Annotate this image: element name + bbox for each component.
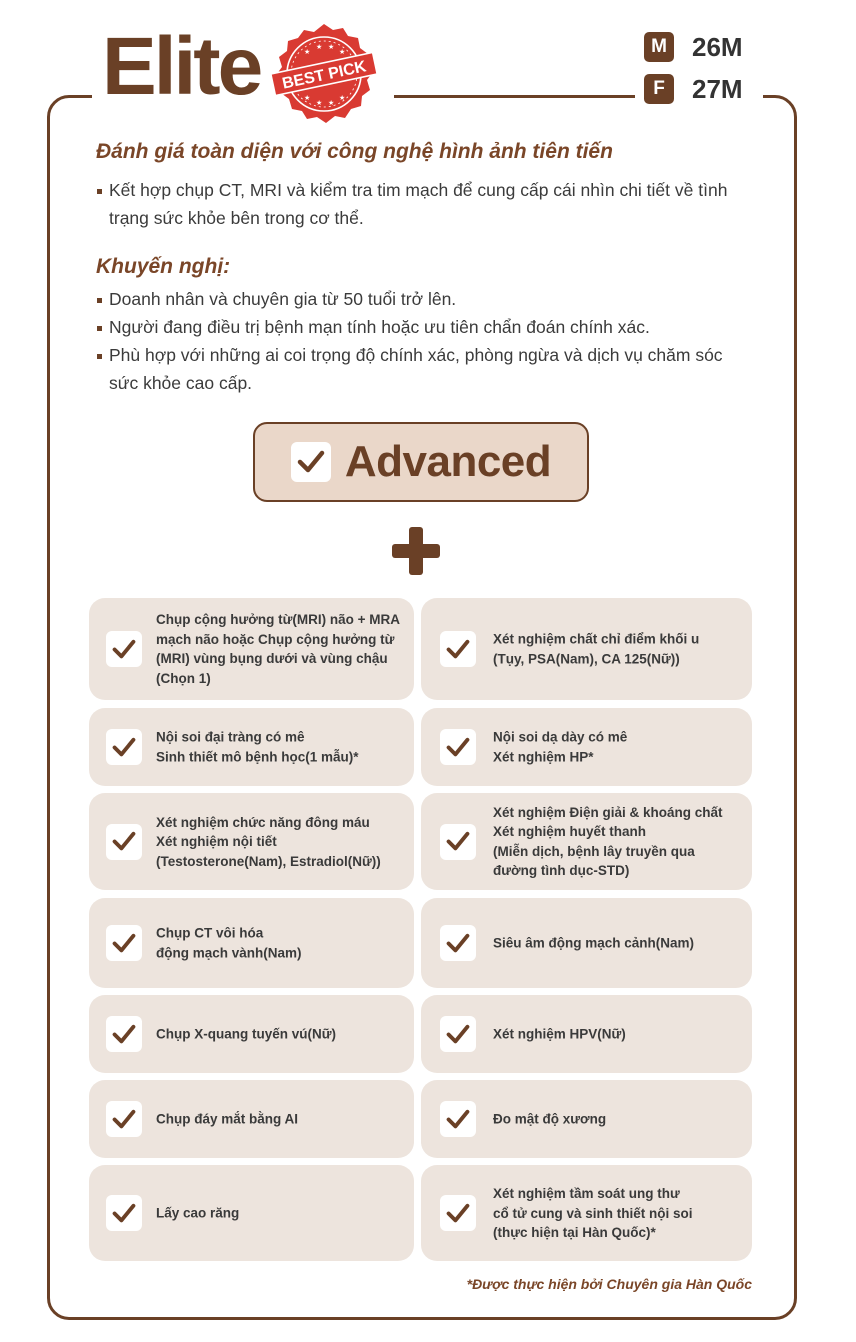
test-item-label: Xét nghiệm HPV(Nữ): [493, 1026, 626, 1042]
test-item-label: Lấy cao răng: [156, 1205, 240, 1221]
star-icon: ★: [304, 48, 311, 56]
test-item-card: [89, 793, 414, 890]
test-item-label: Xét nghiệm Điện giải & khoáng chất Xét nghiệm huyết thanh (Miễn dịch, bệnh lây truyền qua đường tình dục-STD): [493, 804, 723, 878]
overview-heading: Đánh giá toàn diện với công nghệ hình ảnh tiên tiến: [96, 140, 613, 163]
checkmark-icon: [106, 729, 142, 765]
star-icon: ★: [304, 94, 311, 102]
test-item-card: [89, 598, 414, 700]
overview-list: [96, 176, 756, 232]
test-item-card: [421, 793, 752, 890]
best-pick-badge: [268, 22, 380, 126]
test-item-label: Chụp X-quang tuyến vú(Nữ): [156, 1026, 337, 1042]
checkmark-icon: [106, 925, 142, 961]
checkmark-icon: [440, 729, 476, 765]
test-item-label: Xét nghiệm tầm soát ung thư cổ tử cung và sinh thiết nội soi (thực hiện tại Hàn Quốc)*: [493, 1185, 693, 1240]
female-code-badge: F: [644, 74, 674, 104]
checkmark-icon: [106, 1101, 142, 1137]
test-item-card: [421, 1165, 752, 1261]
checkmark-icon: [106, 1195, 142, 1231]
test-item-label: Xét nghiệm chất chỉ điểm khối u (Tụy, PSA(Nam), CA 125(Nữ)): [493, 631, 700, 666]
checkmark-icon: [291, 442, 331, 482]
test-item-card: [89, 995, 414, 1073]
recommend-list: [96, 285, 756, 397]
plus-icon: [392, 527, 440, 575]
checkmark-icon: [440, 925, 476, 961]
list-item: Phù hợp với những ai coi trọng độ chính xác, phòng ngừa và dịch vụ chăm sóc sức khỏe cao cấp.: [96, 341, 756, 397]
test-item-label: Xét nghiệm chức năng đông máu Xét nghiệm nội tiết (Testosterone(Nam), Estradiol(Nữ)): [156, 814, 381, 869]
test-item-label: Nội soi đại tràng có mê Sinh thiết mô bệnh học(1 mẫu)*: [156, 729, 359, 764]
test-item-card: [421, 898, 752, 988]
badge-text: BEST PICK: [280, 58, 368, 93]
list-item: Kết hợp chụp CT, MRI và kiểm tra tim mạch để cung cấp cái nhìn chi tiết về tình trạng sức khỏe bên trong cơ thể.: [96, 176, 756, 232]
star-icon: ★: [339, 48, 346, 56]
checkmark-icon: [440, 1101, 476, 1137]
price-male: [644, 32, 743, 62]
checkmark-icon: [440, 1195, 476, 1231]
test-item-label: Chụp cộng hưởng từ(MRI) não + MRA mạch não hoặc Chụp cộng hưởng từ (MRI) vùng bụng dưới và vùng chậu (Chọn 1): [156, 612, 400, 686]
test-item-card: [421, 1080, 752, 1158]
checkmark-icon: [440, 631, 476, 667]
footnote: *Được thực hiện bởi Chuyên gia Hàn Quốc: [466, 1276, 752, 1292]
price-female: [644, 74, 743, 104]
test-item-card: [421, 995, 752, 1073]
test-item-label: Nội soi dạ dày có mê Xét nghiệm HP*: [493, 729, 628, 764]
star-icon: ★: [328, 99, 335, 107]
star-icon: ★: [316, 99, 323, 107]
list-item: Người đang điều trị bệnh mạn tính hoặc ưu tiên chẩn đoán chính xác.: [96, 313, 756, 341]
test-item-card: [89, 708, 414, 786]
recommend-heading: Khuyến nghị:: [96, 255, 231, 278]
test-item-label: Siêu âm động mạch cảnh(Nam): [493, 935, 695, 951]
test-item-card: [89, 1080, 414, 1158]
advanced-package-button: [253, 422, 589, 502]
test-item-label: Chụp CT vôi hóa động mạch vành(Nam): [156, 925, 302, 960]
test-item-label: Đo mật độ xương: [493, 1111, 607, 1127]
list-item: Doanh nhân và chuyên gia từ 50 tuổi trở lên.: [96, 285, 756, 313]
star-icon: ★: [328, 43, 335, 51]
checkmark-icon: [440, 1016, 476, 1052]
test-item-card: [421, 598, 752, 700]
female-price: 27M: [692, 73, 743, 104]
male-price: 26M: [692, 31, 743, 62]
star-icon: ★: [316, 43, 323, 51]
checkmark-icon: [106, 824, 142, 860]
test-item-card: [89, 1165, 414, 1261]
package-title: Elite: [102, 21, 261, 112]
male-code-badge: M: [644, 32, 674, 62]
test-item-label: Chụp đáy mắt bằng AI: [156, 1111, 299, 1127]
test-item-card: [421, 708, 752, 786]
test-item-card: [89, 898, 414, 988]
checkmark-icon: [106, 1016, 142, 1052]
checkmark-icon: [440, 824, 476, 860]
checkmark-icon: [106, 631, 142, 667]
star-icon: ★: [339, 94, 346, 102]
advanced-label: Advanced: [344, 437, 552, 486]
